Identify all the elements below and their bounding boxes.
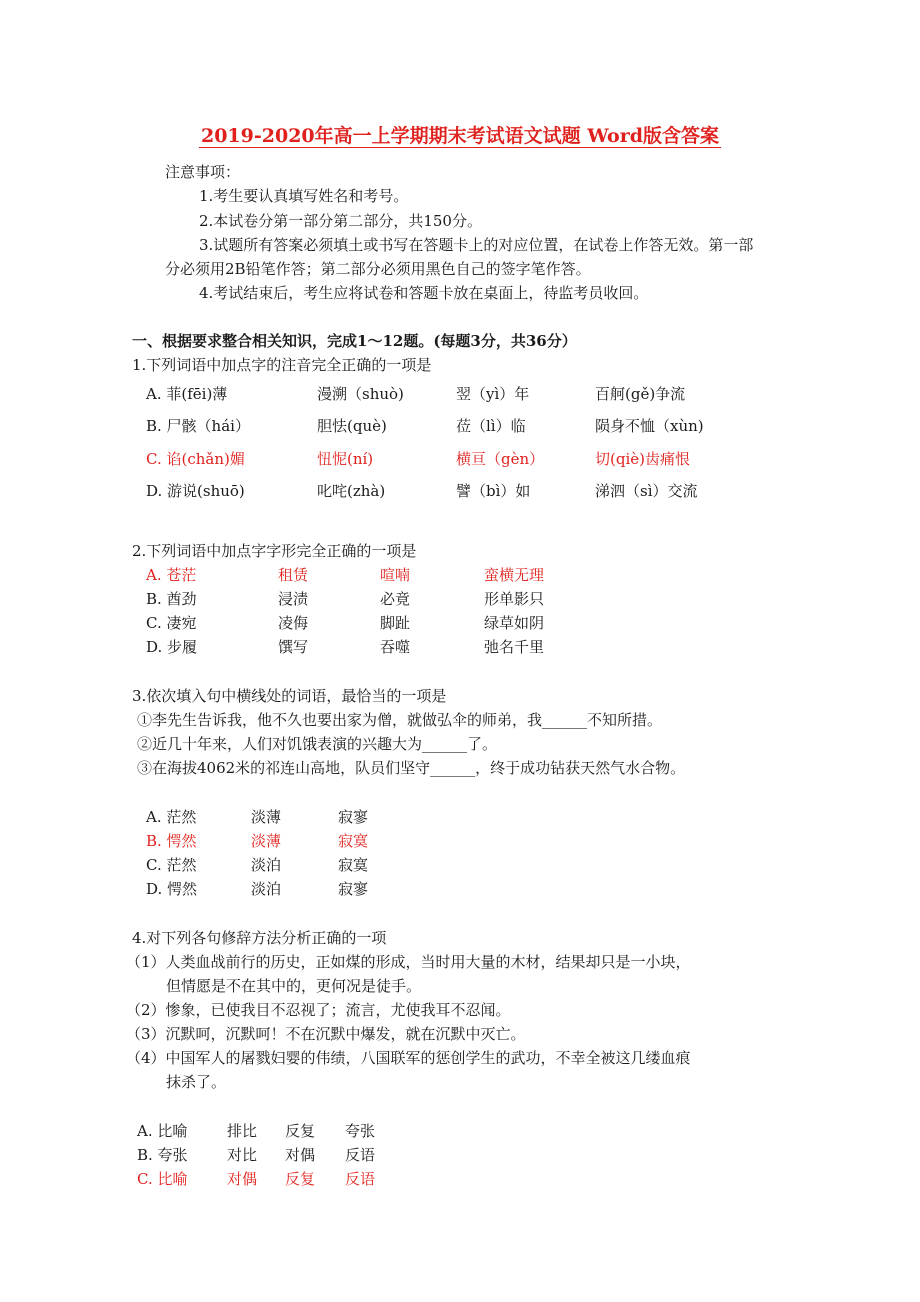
notice-item-1: 1.考生要认真填写姓名和考号。	[199, 187, 409, 205]
question-4-sentence-1-cont: 但情愿是不在其中的，更何况是徒手。	[166, 977, 422, 995]
notice-item-3-cont: 分必须用2B铅笔作答；第二部分必须用黑色自己的签字笔作答。	[165, 260, 591, 278]
notice-item-2: 2.本试卷分第一部分第二部分，共150分。	[199, 212, 482, 230]
notice-item-4: 4.考试结束后，考生应将试卷和答题卡放在桌面上，待监考员收回。	[199, 284, 649, 302]
exam-page: 2019-2020年高一上学期期末考试语文试题 Word版含答案 注意事项： 1.考生要认真填写姓名和考号。 2.本试卷分第一部分第二部分，共150分。 3.试题所有答案必须填土或书写在答题卡上的对应位置，在试卷上作答无效。第一部 分必须用2B铅笔作答；第二部分必须用黑色自己的签字笔作答。 4.考试结束后，考生应将试卷和答题卡放在桌面上，待监考员收回。 一、根据要求整合相关知识，完成1～12题。(每题3分，共36分） 1.下列词语中加点字的注音完全正确的一项是 A. 菲(fēi)薄 漫溯（shuò) 翌（yì）年 百舸(gě)争流 B. 尸骸（hái） 胆怯(què) 莅（lì）临 陨身不恤（xùn) C. 谄(chǎn)媚 忸怩(ní) 横亘（gèn） 切(qiè)齿痛恨 D. 游说(shuō) 叱咤(zhà) 譬（bì）如 涕泗（sì）交流 2.下列词语中加点字字形完全正确的一项是 A. 苍茫 租赁 喧喃 蛮横无理 B. 酋劲 浸渍 必竟 形单影只 C. 凄宛 凌侮 脚趾 绿草如阴 D. 步履 馔写 吞噬 弛名千里 3.依次填入句中横线处的词语，最恰当的一项是 ①李先生告诉我，他不久也要出家为僧，就做弘伞的师弟，我______不知所措。 ②近几十年来，人们对饥饿表演的兴趣大为______了。 ③在海拔4062米的祁连山高地，队员们坚守______，终于成功钻获天然气水合物。 A. 茫然 淡薄 寂寥 B. 愕然 淡薄 寂寞 C. 茫然 淡泊 寂寞 D. 愕然 淡泊 寂寥 4.对下列各句修辞方法分析正确的一项 （1）人类血战前行的历史，正如煤的形成，当时用大量的木材，结果却只是一小块， 但情愿是不在其中的，更何况是徒手。 （2）惨象，已使我目不忍视了；流言，尤使我耳不忍闻。 （3）沉默呵，沉默呵！不在沉默中爆发，就在沉默中灭亡。 （4）中国军人的屠戮妇婴的伟绩，八国联军的惩创学生的武功，不幸全被这几缕血痕 抹杀了。 A. 比喻 排比 反复 夸张 B. 夸张 对比 对偶 反语 C. 比喻 对偶 反复 反语	[0, 0, 920, 1302]
question-4-sentence-3: （3）沉默呵，沉默呵！不在沉默中爆发，就在沉默中灭亡。	[126, 1025, 526, 1043]
question-2-stem: 2.下列词语中加点字字形完全正确的一项是	[132, 542, 417, 560]
notice-heading: 注意事项：	[165, 163, 241, 181]
question-3-sentence-2: ②近几十年来，人们对饥饿表演的兴趣大为______了。	[137, 735, 498, 753]
question-3-sentence-1: ①李先生告诉我，他不久也要出家为僧，就做弘伞的师弟，我______不知所措。	[137, 711, 663, 729]
document-title: 2019-2020年高一上学期期末考试语文试题 Word版含答案	[200, 125, 720, 147]
question-1-stem: 1.下列词语中加点字的注音完全正确的一项是	[132, 356, 432, 374]
question-4-stem: 4.对下列各句修辞方法分析正确的一项	[132, 929, 387, 947]
question-4-sentence-2: （2）惨象，已使我目不忍视了；流言，尤使我耳不忍闻。	[126, 1001, 511, 1019]
question-4-sentence-1: （1）人类血战前行的历史，正如煤的形成，当时用大量的木材，结果却只是一小块，	[126, 953, 691, 971]
question-3-sentence-3: ③在海拔4062米的祁连山高地，队员们坚守______，终于成功钻获天然气水合物。	[137, 759, 686, 777]
notice-item-3: 3.试题所有答案必须填土或书写在答题卡上的对应位置，在试卷上作答无效。第一部	[199, 236, 754, 254]
section-heading: 一、根据要求整合相关知识，完成1～12题。(每题3分，共36分）	[132, 332, 577, 350]
question-4-sentence-4: （4）中国军人的屠戮妇婴的伟绩，八国联军的惩创学生的武功，不幸全被这几缕血痕	[126, 1049, 691, 1067]
question-4-sentence-4-cont: 抹杀了。	[166, 1073, 227, 1091]
question-3-stem: 3.依次填入句中横线处的词语，最恰当的一项是	[132, 687, 447, 705]
